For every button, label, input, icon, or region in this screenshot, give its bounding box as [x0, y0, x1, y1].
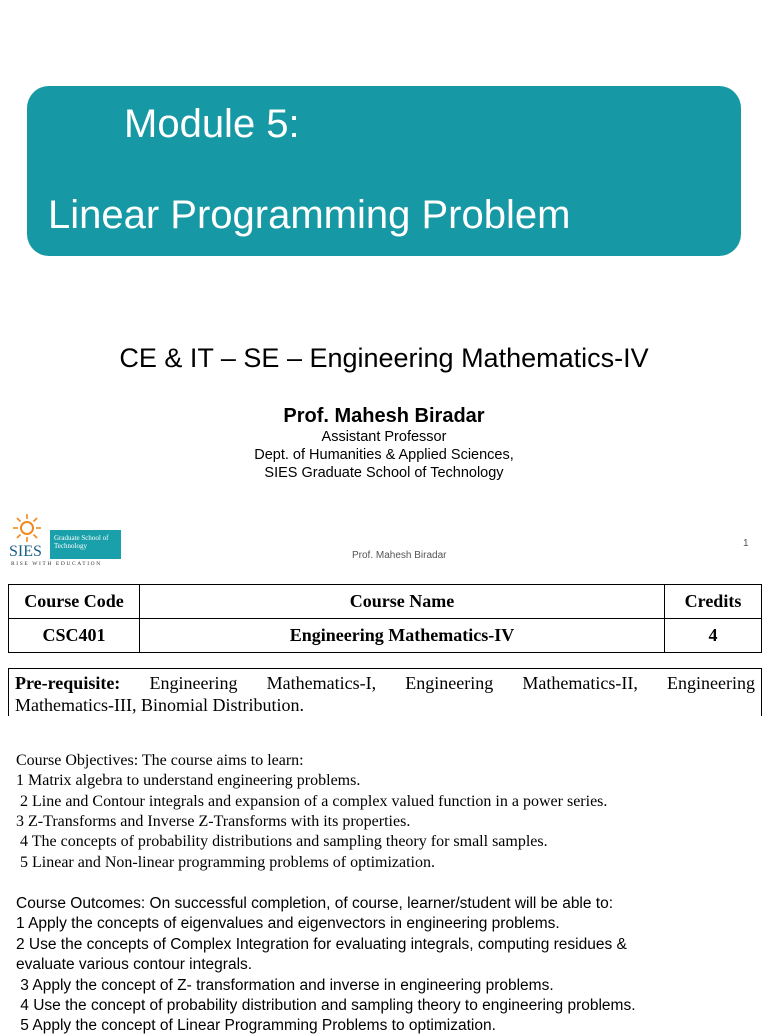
header-credits: Credits	[665, 585, 762, 619]
course-code-cell: CSC401	[9, 619, 140, 653]
module-number: Module 5:	[124, 102, 300, 146]
sun-icon	[11, 513, 43, 543]
objective-item: 4 The concepts of probability distributions and sampling theory for small samples.	[16, 833, 548, 850]
prerequisite-line1: Pre-requisite: Engineering Mathematics-I, Engineering Mathematics-II, Engineering	[15, 673, 755, 693]
course-table	[8, 584, 762, 653]
outcome-item: 1 Apply the concepts of eigenvalues and eigenvectors in engineering problems.	[16, 915, 560, 932]
objective-item: 2 Line and Contour integrals and expansion of a complex valued function in a power series.	[16, 793, 608, 810]
course-table-header-row	[9, 585, 762, 619]
objective-item: 1 Matrix algebra to understand engineering problems.	[16, 772, 361, 789]
course-name-cell: Engineering Mathematics-IV	[140, 619, 665, 653]
outcome-item: evaluate various contour integrals.	[16, 956, 253, 973]
prerequisite-line2: Mathematics-III, Binomial Distribution.	[15, 695, 304, 715]
logo-wordmark: SIES	[9, 543, 42, 560]
header-course-code: Course Code	[9, 585, 140, 619]
author-department: Dept. of Humanities & Applied Sciences,	[254, 447, 514, 463]
prerequisite-label: Pre-requisite:	[15, 673, 121, 693]
logo-box-line2: Technology	[54, 542, 87, 550]
logo-box-line1: Graduate School of	[54, 534, 109, 542]
logo-school-box	[50, 530, 121, 559]
outcome-item: 5 Apply the concept of Linear Programming Problems to optimization.	[16, 1017, 496, 1034]
footer-author: Prof. Mahesh Biradar	[352, 550, 447, 561]
objective-item: 5 Linear and Non-linear programming problems of optimization.	[16, 854, 435, 871]
slide-number: 1	[743, 538, 749, 549]
outcome-item: 4 Use the concept of probability distribution and sampling theory to engineering problems.	[16, 997, 636, 1014]
prerequisite-box	[8, 668, 762, 716]
header-course-name: Course Name	[140, 585, 665, 619]
module-title-banner	[27, 86, 741, 256]
objectives-heading: Course Objectives: The course aims to learn:	[16, 752, 304, 769]
credits-cell: 4	[665, 619, 762, 653]
author-name: Prof. Mahesh Biradar	[283, 405, 485, 427]
sies-logo	[8, 513, 128, 569]
outcome-item: 3 Apply the concept of Z- transformation and inverse in engineering problems.	[16, 977, 554, 994]
module-title: Linear Programming Problem	[48, 193, 571, 237]
outcomes-heading: Course Outcomes: On successful completion, of course, learner/student will be able to:	[16, 895, 614, 912]
objective-item: 3 Z-Transforms and Inverse Z-Transforms with its properties.	[16, 813, 411, 830]
outcome-item: 2 Use the concepts of Complex Integration for evaluating integrals, computing residues &	[16, 936, 627, 953]
subject-title: CE & IT – SE – Engineering Mathematics-IV	[119, 343, 649, 373]
table-row	[9, 619, 762, 653]
author-designation: Assistant Professor	[321, 429, 447, 445]
author-institute: SIES Graduate School of Technology	[264, 465, 504, 481]
logo-tagline: RISE WITH EDUCATION	[11, 561, 102, 567]
